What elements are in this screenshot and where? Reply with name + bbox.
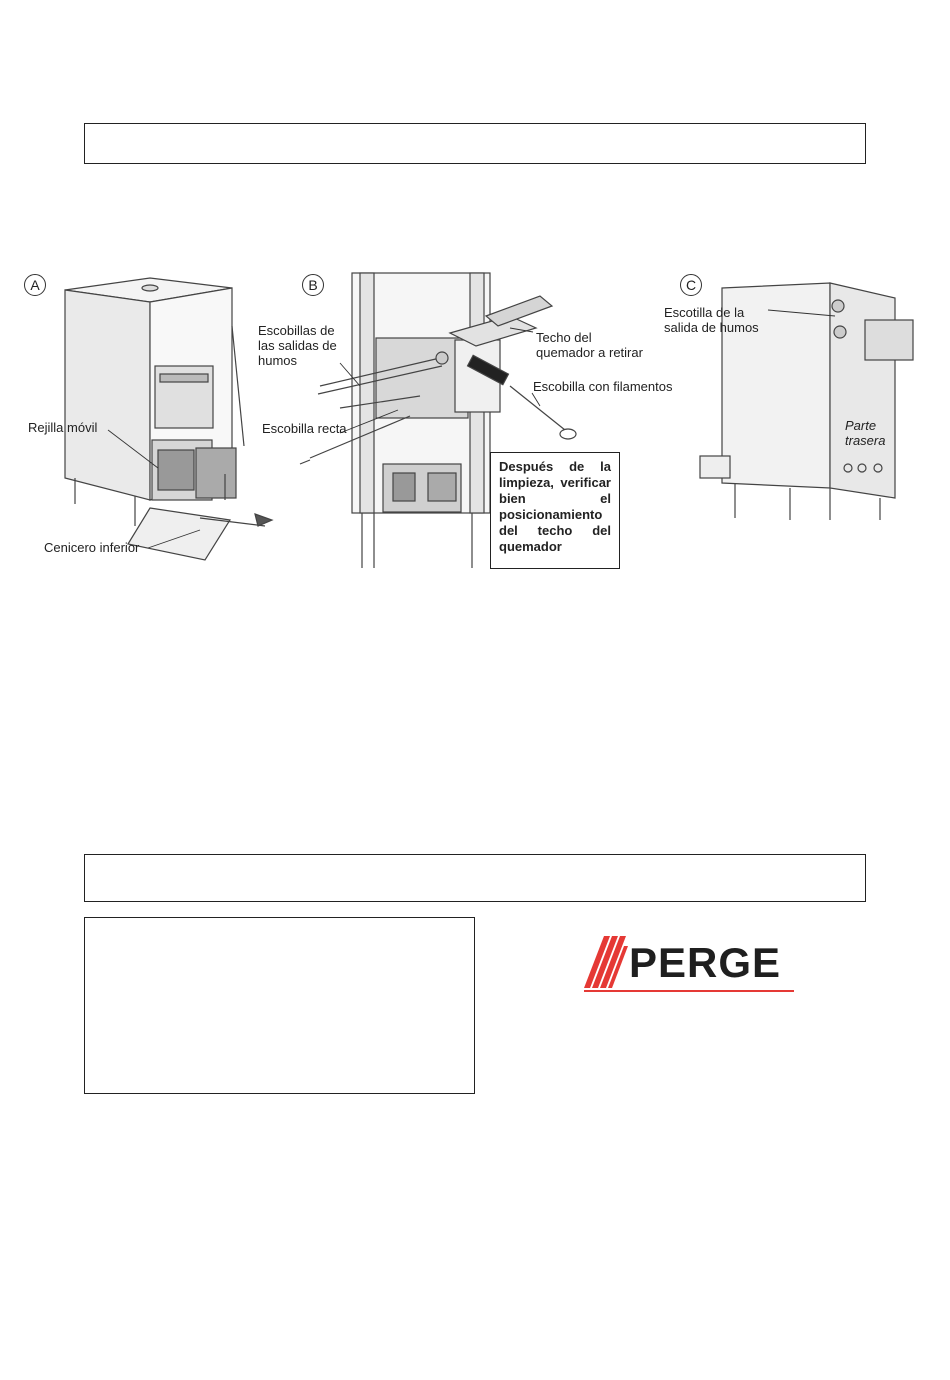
logo-underline [584, 990, 794, 992]
label-escobilla-filamentos: Escobilla con filamentos [533, 379, 673, 394]
section-header-box [84, 854, 866, 902]
info-box [84, 917, 475, 1094]
label-parte-trasera: Parte trasera [845, 418, 886, 448]
label-rejilla-movil: Rejilla móvil [28, 420, 98, 435]
warning-note: Después de la limpieza, verificar bien el posicionamiento del techo del quemador [490, 452, 620, 569]
cleaning-figure [0, 268, 950, 578]
perge-stripes-icon [582, 932, 630, 992]
perge-logo [582, 930, 797, 996]
panel-letter-a: A [24, 274, 46, 296]
figure-drawings [0, 268, 950, 578]
label-escobillas-salidas: Escobillas de las salidas de humos [258, 323, 337, 368]
label-techo-quemador: Techo del quemador a retirar [536, 330, 643, 360]
logo-text: PERGE [629, 939, 782, 986]
panel-letter-b: B [302, 274, 324, 296]
label-escobilla-recta: Escobilla recta [262, 421, 347, 436]
panel-letter-c: C [680, 274, 702, 296]
label-escotilla-salida: Escotilla de la salida de humos [664, 305, 759, 335]
header-box [84, 123, 866, 164]
boiler-front-drawing [65, 278, 272, 560]
label-cenicero-inferior: Cenicero inferior [44, 540, 140, 555]
